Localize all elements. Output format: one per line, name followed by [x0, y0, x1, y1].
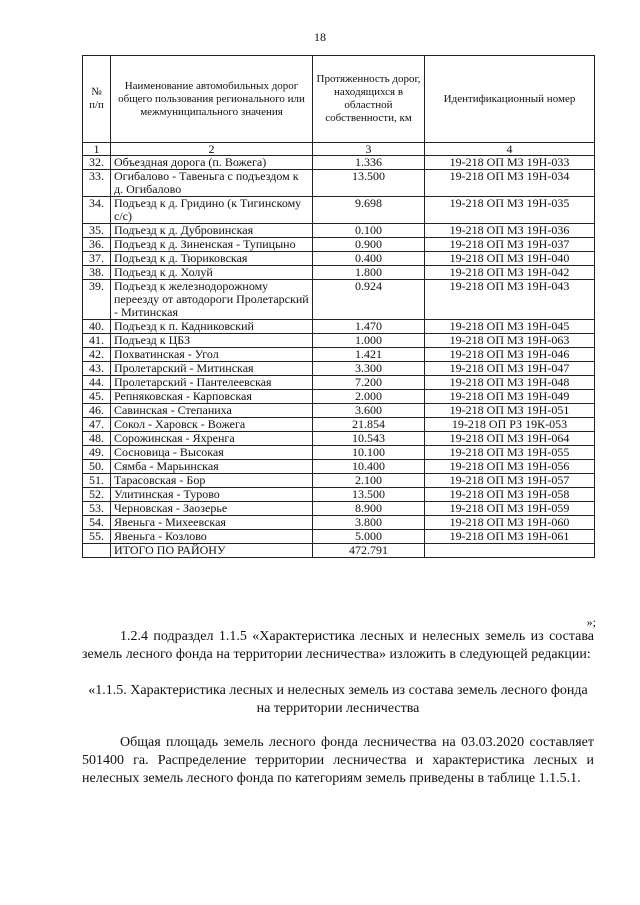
table-row	[83, 390, 595, 404]
row-id: 19-218 ОП МЗ 19Н-036	[425, 224, 595, 238]
row-road-name: Подъезд к железнодорожному переезду от автодороги Пролетарский - Митинская	[111, 280, 313, 320]
row-road-name: Подъезд к д. Холуй	[111, 266, 313, 280]
index-cell: 4	[425, 143, 595, 156]
page-number: 18	[314, 30, 326, 44]
index-cell: 3	[313, 143, 425, 156]
row-number: 48.	[83, 432, 111, 446]
row-id: 19-218 ОП МЗ 19Н-064	[425, 432, 595, 446]
table-row	[83, 376, 595, 390]
row-length: 10.100	[313, 446, 425, 460]
table-row	[83, 266, 595, 280]
row-number: 32.	[83, 156, 111, 170]
table-header-row	[83, 56, 595, 143]
row-length: 9.698	[313, 197, 425, 224]
table-body	[83, 156, 595, 544]
table-index-row	[83, 143, 595, 156]
row-id: 19-218 ОП МЗ 19Н-058	[425, 488, 595, 502]
row-length: 1.800	[313, 266, 425, 280]
row-number: 41.	[83, 334, 111, 348]
header-number: № п/п	[83, 56, 111, 143]
row-length: 10.400	[313, 460, 425, 474]
row-road-name: Объездная дорога (п. Вожега)	[111, 156, 313, 170]
row-id: 19-218 ОП МЗ 19Н-061	[425, 530, 595, 544]
total-row	[83, 544, 595, 558]
row-id: 19-218 ОП МЗ 19Н-035	[425, 197, 595, 224]
table-row	[83, 432, 595, 446]
row-road-name: Подъезд к д. Зиненская - Тупицыно	[111, 238, 313, 252]
amendment-text: 1.2.4 подраздел 1.1.5 «Характеристика лесных и нелесных земель из состава земель лесного фонда на территории лесничества» изложить в следующей редакции:	[82, 629, 594, 662]
row-number: 50.	[83, 460, 111, 474]
row-length: 2.000	[313, 390, 425, 404]
table-row	[83, 502, 595, 516]
table-row	[83, 252, 595, 266]
row-id: 19-218 ОП МЗ 19Н-040	[425, 252, 595, 266]
row-number: 52.	[83, 488, 111, 502]
row-id: 19-218 ОП МЗ 19Н-034	[425, 170, 595, 197]
row-road-name: Похватинская - Угол	[111, 348, 313, 362]
table-row	[83, 488, 595, 502]
row-road-name: Явеньга - Козлово	[111, 530, 313, 544]
row-id: 19-218 ОП МЗ 19Н-055	[425, 446, 595, 460]
index-cell: 1	[83, 143, 111, 156]
row-number: 33.	[83, 170, 111, 197]
table-row	[83, 516, 595, 530]
row-road-name: Сорожинская - Яхренга	[111, 432, 313, 446]
header-id: Идентификационный номер	[425, 56, 595, 143]
row-number: 37.	[83, 252, 111, 266]
total-length: 472.791	[313, 544, 425, 558]
table-row	[83, 197, 595, 224]
row-id: 19-218 ОП МЗ 19Н-048	[425, 376, 595, 390]
row-number: 42.	[83, 348, 111, 362]
row-length: 1.336	[313, 156, 425, 170]
row-road-name: Огибалово - Тавеньга с подъездом к д. Огибалово	[111, 170, 313, 197]
table-row	[83, 530, 595, 544]
area-text: Общая площадь земель лесного фонда лесничества на 03.03.2020 составляет 501400 га. Распределение территории лесничества и характеристика лесных и нелесных земель лесного фонда по категориям земель приведены в таблице 1.1.5.1.	[82, 735, 594, 786]
row-id: 19-218 ОП МЗ 19Н-033	[425, 156, 595, 170]
row-id: 19-218 ОП МЗ 19Н-042	[425, 266, 595, 280]
row-road-name: Репняковская - Карповская	[111, 390, 313, 404]
table-row	[83, 320, 595, 334]
table-row	[83, 418, 595, 432]
row-number: 39.	[83, 280, 111, 320]
row-length: 1.000	[313, 334, 425, 348]
row-id: 19-218 ОП МЗ 19Н-043	[425, 280, 595, 320]
row-number: 34.	[83, 197, 111, 224]
table-row	[83, 334, 595, 348]
row-length: 13.500	[313, 170, 425, 197]
row-number: 47.	[83, 418, 111, 432]
row-length: 3.300	[313, 362, 425, 376]
row-id: 19-218 ОП МЗ 19Н-049	[425, 390, 595, 404]
row-road-name: Сосновица - Высокая	[111, 446, 313, 460]
row-number: 49.	[83, 446, 111, 460]
row-id: 19-218 ОП МЗ 19Н-063	[425, 334, 595, 348]
table-row	[83, 404, 595, 418]
table-row	[83, 362, 595, 376]
row-number: 55.	[83, 530, 111, 544]
row-length: 13.500	[313, 488, 425, 502]
row-number: 46.	[83, 404, 111, 418]
row-road-name: Сокол - Харовск - Вожега	[111, 418, 313, 432]
table-row	[83, 446, 595, 460]
row-length: 3.600	[313, 404, 425, 418]
row-number: 40.	[83, 320, 111, 334]
row-length: 5.000	[313, 530, 425, 544]
row-id: 19-218 ОП РЗ 19К-053	[425, 418, 595, 432]
row-road-name: Улитинская - Турово	[111, 488, 313, 502]
row-length: 0.924	[313, 280, 425, 320]
row-id: 19-218 ОП МЗ 19Н-047	[425, 362, 595, 376]
total-id-cell	[425, 544, 595, 558]
row-number: 44.	[83, 376, 111, 390]
row-road-name: Подъезд к п. Кадниковский	[111, 320, 313, 334]
table-row	[83, 156, 595, 170]
row-length: 2.100	[313, 474, 425, 488]
row-length: 7.200	[313, 376, 425, 390]
table-row	[83, 238, 595, 252]
row-length: 1.470	[313, 320, 425, 334]
row-road-name: Савинская - Степаниха	[111, 404, 313, 418]
header-road-name: Наименование автомобильных дорог общего пользования регионального или межмуниципального значения	[111, 56, 313, 143]
row-road-name: Пролетарский - Пантелеевская	[111, 376, 313, 390]
table-row	[83, 474, 595, 488]
table-row	[83, 460, 595, 474]
row-number: 53.	[83, 502, 111, 516]
row-road-name: Подъезд к д. Тюриковская	[111, 252, 313, 266]
area-paragraph	[82, 734, 594, 788]
table-row	[83, 348, 595, 362]
table-row	[83, 224, 595, 238]
row-length: 0.100	[313, 224, 425, 238]
table-row	[83, 280, 595, 320]
row-id: 19-218 ОП МЗ 19Н-045	[425, 320, 595, 334]
row-number: 38.	[83, 266, 111, 280]
closing-quote-mark: »;	[586, 615, 596, 629]
row-id: 19-218 ОП МЗ 19Н-037	[425, 238, 595, 252]
row-length: 10.543	[313, 432, 425, 446]
header-length: Протяженность дорог, находящихся в областной собственности, км	[313, 56, 425, 143]
section-heading: «1.1.5. Характеристика лесных и нелесных земель из состава земель лесного фонда на территории лесничества	[88, 683, 588, 716]
row-number: 36.	[83, 238, 111, 252]
table-row	[83, 170, 595, 197]
total-label: ИТОГО ПО РАЙОНУ	[111, 544, 313, 558]
row-number: 45.	[83, 390, 111, 404]
row-number: 51.	[83, 474, 111, 488]
row-length: 21.854	[313, 418, 425, 432]
row-id: 19-218 ОП МЗ 19Н-059	[425, 502, 595, 516]
row-number: 43.	[83, 362, 111, 376]
row-length: 3.800	[313, 516, 425, 530]
row-id: 19-218 ОП МЗ 19Н-051	[425, 404, 595, 418]
row-length: 0.400	[313, 252, 425, 266]
row-number: 54.	[83, 516, 111, 530]
index-cell: 2	[111, 143, 313, 156]
row-number: 35.	[83, 224, 111, 238]
row-road-name: Сямба - Марьинская	[111, 460, 313, 474]
roads-table	[82, 55, 595, 558]
amendment-paragraph	[82, 628, 594, 664]
row-road-name: Явеньга - Михеевская	[111, 516, 313, 530]
row-id: 19-218 ОП МЗ 19Н-060	[425, 516, 595, 530]
row-id: 19-218 ОП МЗ 19Н-056	[425, 460, 595, 474]
row-length: 0.900	[313, 238, 425, 252]
row-road-name: Подъезд к д. Гридино (к Тигинскому с/с)	[111, 197, 313, 224]
row-road-name: Подъезд к ЦБЗ	[111, 334, 313, 348]
total-num-cell	[83, 544, 111, 558]
row-id: 19-218 ОП МЗ 19Н-057	[425, 474, 595, 488]
row-road-name: Тарасовская - Бор	[111, 474, 313, 488]
row-length: 8.900	[313, 502, 425, 516]
row-road-name: Пролетарский - Митинская	[111, 362, 313, 376]
row-road-name: Черновская - Заозерье	[111, 502, 313, 516]
row-id: 19-218 ОП МЗ 19Н-046	[425, 348, 595, 362]
row-road-name: Подъезд к д. Дубровинская	[111, 224, 313, 238]
row-length: 1.421	[313, 348, 425, 362]
